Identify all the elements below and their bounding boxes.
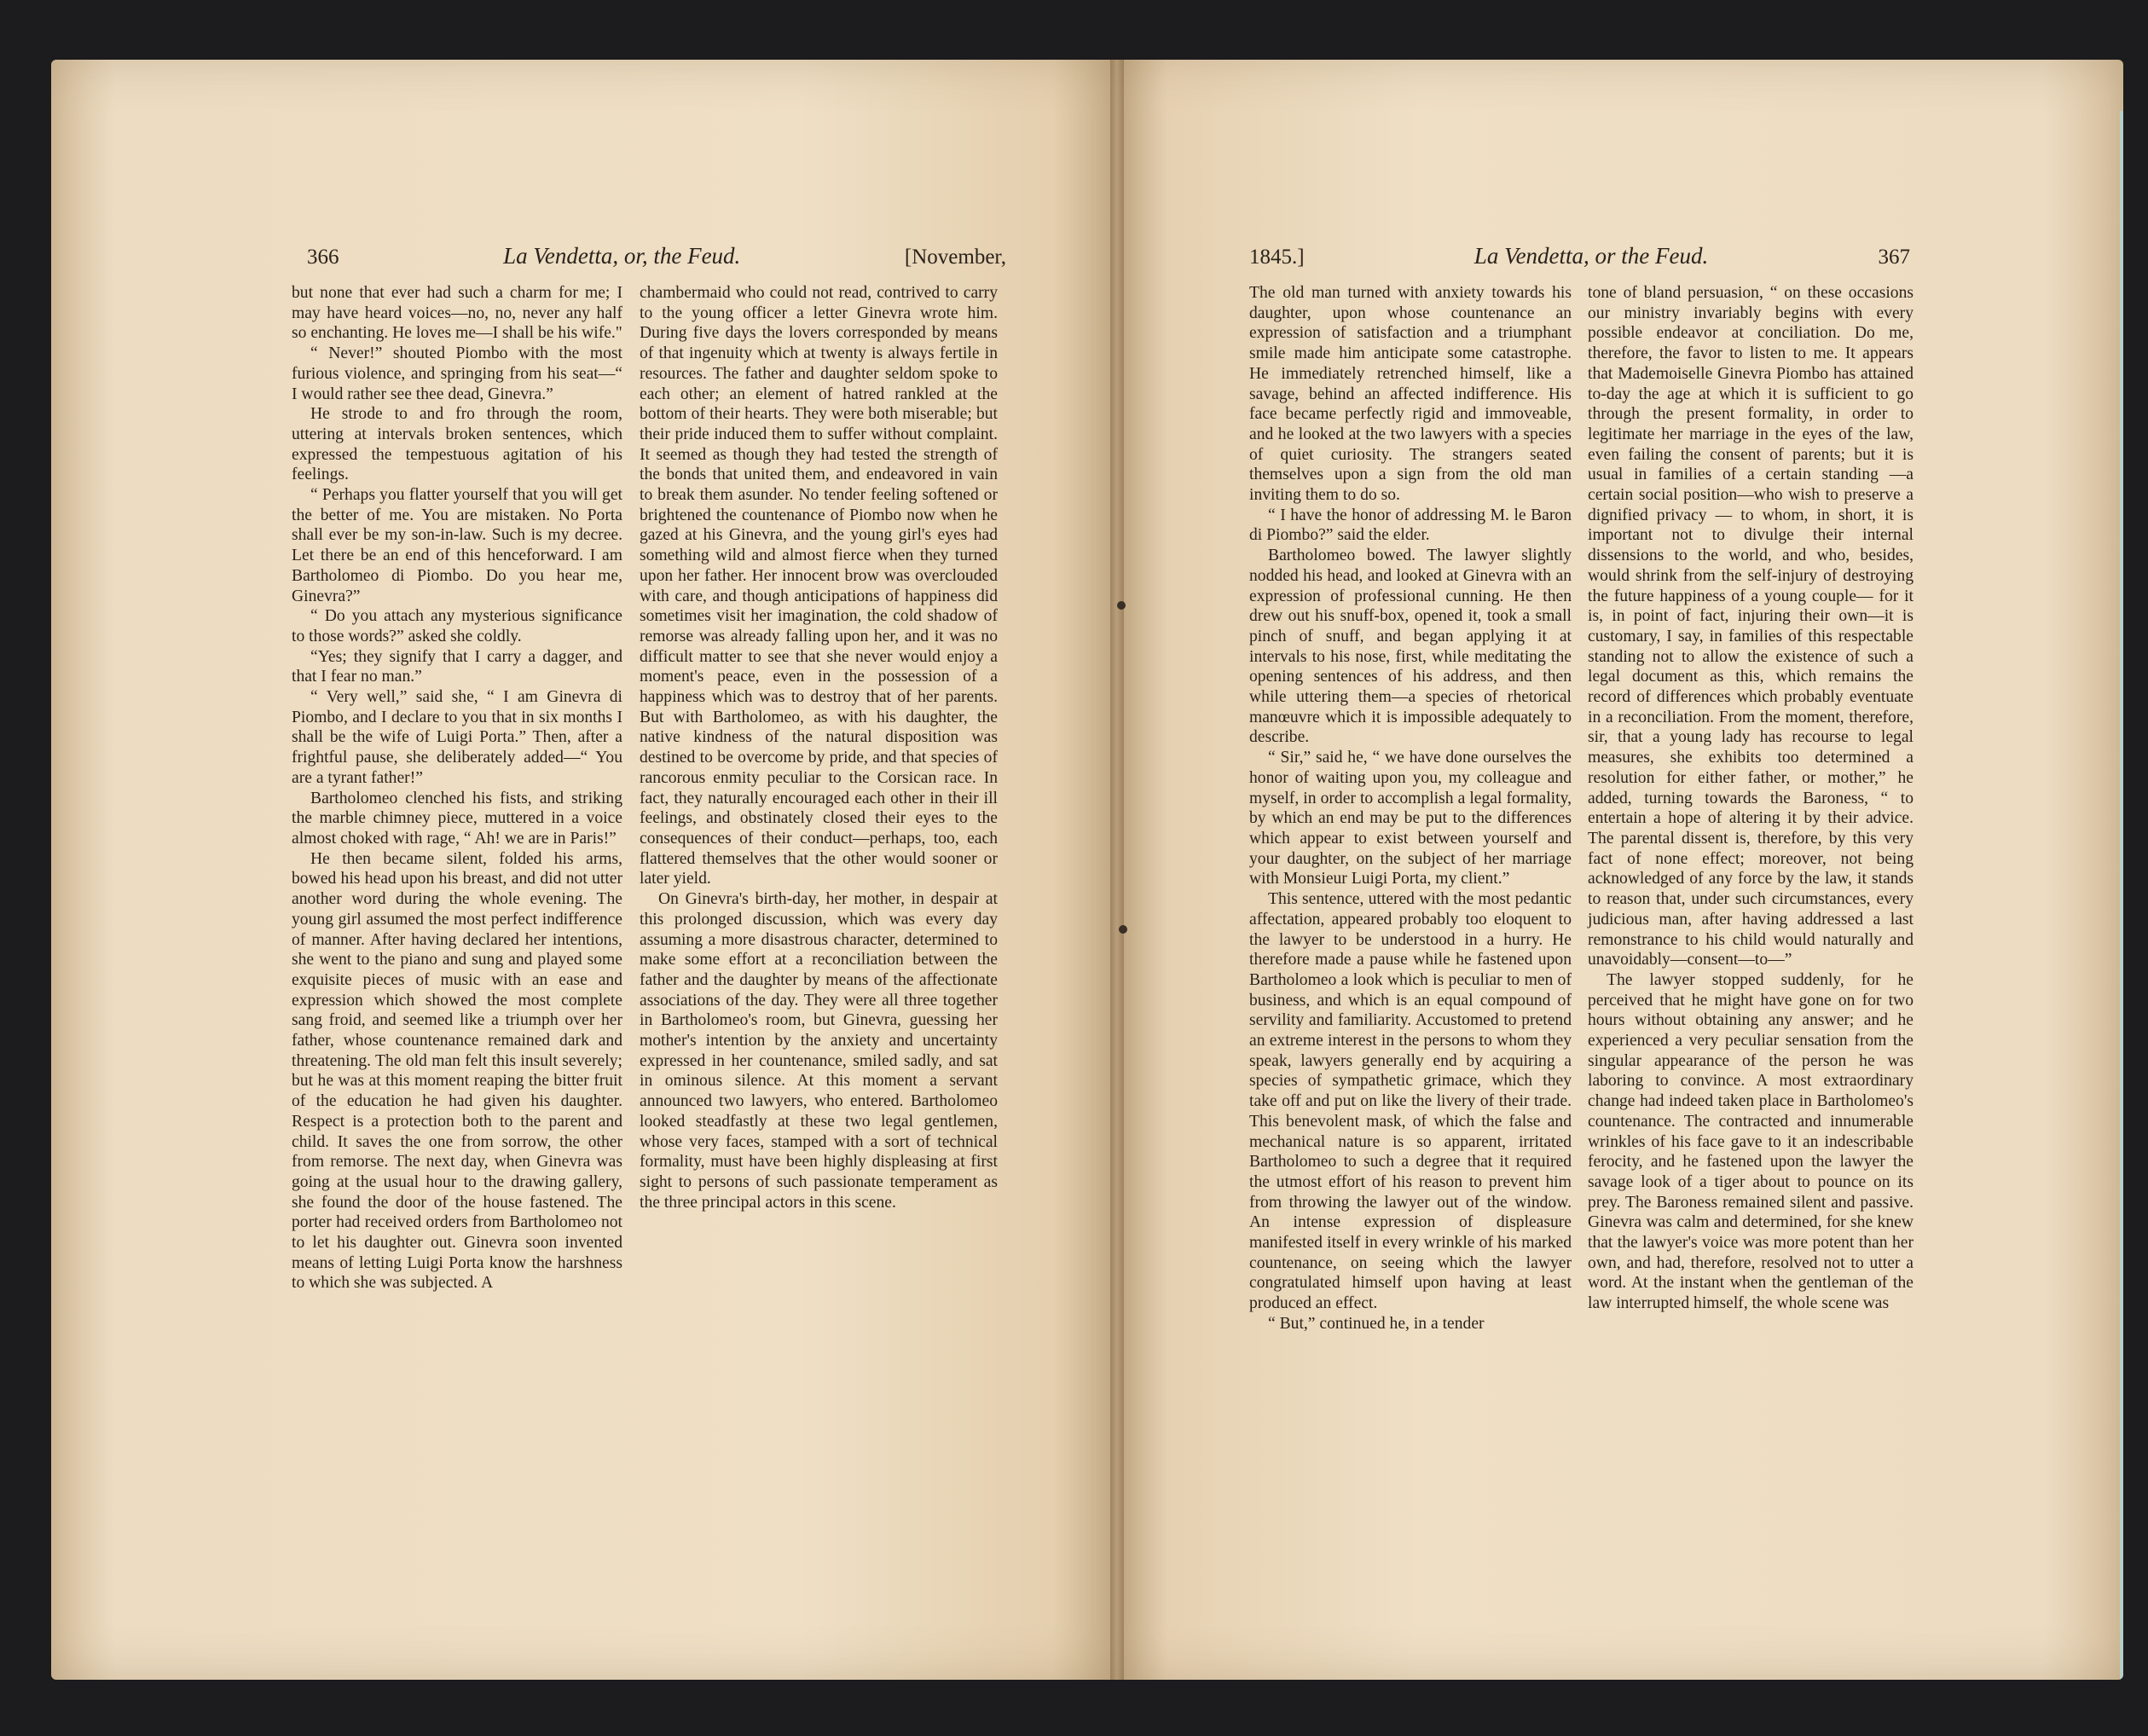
- paragraph: “ Never!” shouted Piombo with the most furious violence, and springing from his seat—“ I would rather see thee dead, Ginevra.”: [292, 344, 622, 403]
- right-running-head: [1249, 243, 1910, 274]
- binding-hole: [1117, 601, 1126, 610]
- left-page: [51, 60, 1117, 1680]
- paragraph: He strode to and fro through the room, uttering at intervals broken sentences, which expressed the tempestuous agitation of his feelings.: [292, 405, 622, 484]
- left-column-2: [640, 283, 998, 1212]
- paragraph: On Ginevra's birth-day, her mother, in despair at this prolonged discussion, which was every day assuming a more disastrous character, determined to make some effort at a reconciliation between the father and the daughter by means of the affectionate associations of the day. They were all three together in Bartholomeo's room, but Ginevra, guessing her mother's intention by the anxiety and uncertainty expressed in her countenance, smiled sadly, and sat in ominous silence. At this moment a servant announced two lawyers, who entered. Bartholomeo looked steadfastly at these two legal gentlemen, whose very faces, stamped with a sort of technical formality, must have been highly displeasing at first sight to persons of such passionate temperament as the three principal actors in this scene.: [640, 890, 998, 1212]
- paragraph: “ I have the honor of addressing M. le Baron di Piombo?” said the elder.: [1249, 506, 1572, 545]
- running-title: La Vendetta, or, the Feud.: [503, 243, 741, 269]
- paragraph: “ Sir,” said he, “ we have done ourselves the honor of waiting upon you, my colleague and myself, in order to accomplish a legal formality, by which an end may be put to the differences which appear to exist between yourself and your daughter, on the subject of her marriage with Monsieur Luigi Porta, my client.”: [1249, 749, 1572, 888]
- right-column-2: [1588, 283, 1914, 1314]
- page-number: 366: [307, 246, 339, 269]
- open-book: [34, 34, 2123, 1705]
- right-page: [1117, 60, 2123, 1680]
- paragraph: chambermaid who could not read, contrived to carry to the young officer a letter Ginevra wrote him. During five days the lovers corresponded by means of that ingenuity which at twenty is always fertile in resources. The father and daughter seldom spoke to each other; an element of hatred rankled at the bottom of their hearts. They were both miserable; but their pride induced them to suffer without complaint. It seemed as though they had tested the strength of the bonds that united them, and endeavored in vain to break them asunder. No tender feeling softened or brightened the countenance of Piombo now when he gazed at his Ginevra, and the young girl's eyes had something wild and almost fierce when they turned upon her father. Her innocent brow was overclouded with care, and though anticipations of happiness did sometimes visit her imagination, the cold shadow of remorse was already falling upon her, and it was no difficult matter to see that she never would enjoy a moment's peace, even in the possession of a happiness which was to destroy that of her parents. But with Bartholomeo, as with his daughter, the native kindness of the natural disposition was destined to be overcome by pride, and that species of rancorous enmity peculiar to the Corsican race. In fact, they naturally encouraged each other in their ill feelings, and obstinately closed their eyes to the consequences of their conduct—perhaps, too, each flattered themselves that the other would sooner or later yield.: [640, 284, 998, 888]
- paragraph: but none that ever had such a charm for me; I may have heard voices—no, no, never any half so enchanting. He loves me—I shall be his wife.": [292, 284, 622, 343]
- paragraph: “ But,” continued he, in a tender: [1268, 1314, 1485, 1333]
- page-number: 367: [1878, 246, 1910, 269]
- paragraph: Bartholomeo bowed. The lawyer slightly nodded his head, and looked at Ginevra with an expression of professional cunning. He then drew out his snuff-box, opened it, took a small pinch of snuff, and began applying it at intervals to his nose, first, while meditating the opening sentences of his address, and then while uttering them—a species of rhetorical manœuvre which it is impossible adequately to describe.: [1249, 547, 1572, 747]
- paragraph: “ Perhaps you flatter yourself that you will get the better of me. You are mistaken. No Porta shall ever be my son-in-law. Such is my decree. Let there be an end of this henceforward. I am Bartholomeo di Piombo. Do you hear me, Ginevra?”: [292, 486, 622, 605]
- page-edge-strip: [2120, 111, 2123, 1680]
- paragraph: “Yes; they signify that I carry a dagger, and that I fear no man.”: [292, 647, 622, 686]
- running-title: La Vendetta, or the Feud.: [1473, 243, 1709, 269]
- paragraph: tone of bland persuasion, “ on these occasions our ministry invariably begins with every possible endeavor at conciliation. Do me, therefore, the favor to listen to me. It appears that Mademoiselle Ginevra Piombo has attained to-day the age at which it is sufficient to go through the present formality, in order to legitimate her marriage in the eyes of the law, even failing the consent of parents; but it is usual in families of a certain standing —a certain social position—who wish to preserve a dignified privacy — to whom, in short, it is important not to divulge their internal dissensions to the world, and who, besides, would shrink from the self-injury of destroying the future happiness of a young couple— for it is, in point of fact, injuring their own—it is customary, I say, in families of this respectable standing not to allow the existence of such a legal document as this, which remains the record of differences which probably eventuate in a reconciliation. From the moment, therefore, sir, that a young lady has recourse to legal measures, she exhibits too determined a resolution for either father, or mother,” he added, turning towards the Baroness, “ to entertain a hope of altering it by their advice. The parental dissent is, therefore, by this very fact of none effect; moreover, not being acknowledged of any force by the law, it stands to reason that, under such circumstances, every judicious man, after having addressed a last remonstrance to his child would naturally and unavoidably—consent—to—”: [1588, 284, 1914, 969]
- paragraph: The lawyer stopped suddenly, for he perceived that he might have gone on for two hours without obtaining any answer; and he experienced a very peculiar sensation from the singular appearance of the person he was laboring to convince. A most extraordinary change had indeed taken place in Bartholomeo's countenance. The contracted and innumerable wrinkles of his face gave to it an indescribable ferocity, and he fastened upon the lawyer the savage look of a tiger about to pounce on its prey. The Baroness remained silent and passive. Ginevra was calm and determined, for she knew that the lawyer's voice was more potent than her own, and had, therefore, resolved not to utter a word. At the instant when the gentleman of the law interrupted himself, the whole scene was: [1588, 970, 1914, 1313]
- paragraph: The old man turned with anxiety towards his daughter, upon whose countenance an expression of satisfaction and a triumphant smile made him anticipate some catastrophe. He immediately retrenched himself, like a savage, behind an affected indifference. His face became perfectly rigid and immoveable, and he looked at the two lawyers with a species of quiet curiosity. The strangers seated themselves upon a sign from the old man inviting them to do so.: [1249, 284, 1572, 505]
- paragraph: “ Do you attach any mysterious significance to those words?” asked she coldly.: [292, 607, 622, 645]
- running-year: 1845.]: [1249, 246, 1305, 269]
- book-gutter: [1110, 60, 1124, 1680]
- paragraph: This sentence, uttered with the most pedantic affectation, appeared probably too eloquent to the lawyer to be understood in a hurry. He therefore made a pause while he fastened upon Bartholomeo a look which is peculiar to men of business, and which is an equal compound of servility and familiarity. Accustomed to pretend an extreme interest in the persons to whom they speak, lawyers generally end by acquiring a species of sympathetic grimace, which they take off and put on like the livery of their trade. This benevolent mask, of which the false and mechanical nature is so apparent, irritated Bartholomeo to such a degree that it required the utmost effort of his reason to prevent him from throwing the lawyer out of the window. An intense expression of displeasure manifested itself in every wrinkle of his marked countenance, on seeing which the lawyer congratulated himself upon having at least produced an effect.: [1249, 890, 1572, 1313]
- right-column-1: [1249, 283, 1572, 1334]
- left-running-head: [307, 243, 1006, 274]
- paragraph: He then became silent, folded his arms, bowed his head upon his breast, and did not utter another word during the whole evening. The young girl assumed the most perfect indifference of manner. After having declared her intentions, she went to the piano and sung and played some exquisite pieces of music with an ease and expression which showed the most complete sang froid, and seemed like a triumph over her father, whose countenance remained dark and threatening. The old man felt this insult severely; but he was at this moment reaping the bitter fruit of the education he had given his daughter. Respect is a protection both to the parent and child. It saves the one from sorrow, the other from remorse. The next day, when Ginevra was going at the usual hour to the drawing gallery, she found the door of the house fastened. The porter had received orders from Bartholomeo not to let his daughter out. Ginevra soon invented means of letting Luigi Porta know the harshness to which she was subjected. A: [292, 849, 622, 1293]
- paragraph: “ Very well,” said she, “ I am Ginevra di Piombo, and I declare to you that in six months I shall be the wife of Luigi Porta.” Then, after a frightful pause, she deliberately added—“ You are a tyrant father!”: [292, 688, 622, 787]
- binding-hole: [1119, 925, 1127, 934]
- paragraph: Bartholomeo clenched his fists, and striking the marble chimney piece, muttered in a voice almost choked with rage, “ Ah! we are in Paris!”: [292, 789, 622, 848]
- running-month: [November,: [904, 246, 1006, 269]
- left-column-1: [292, 283, 622, 1293]
